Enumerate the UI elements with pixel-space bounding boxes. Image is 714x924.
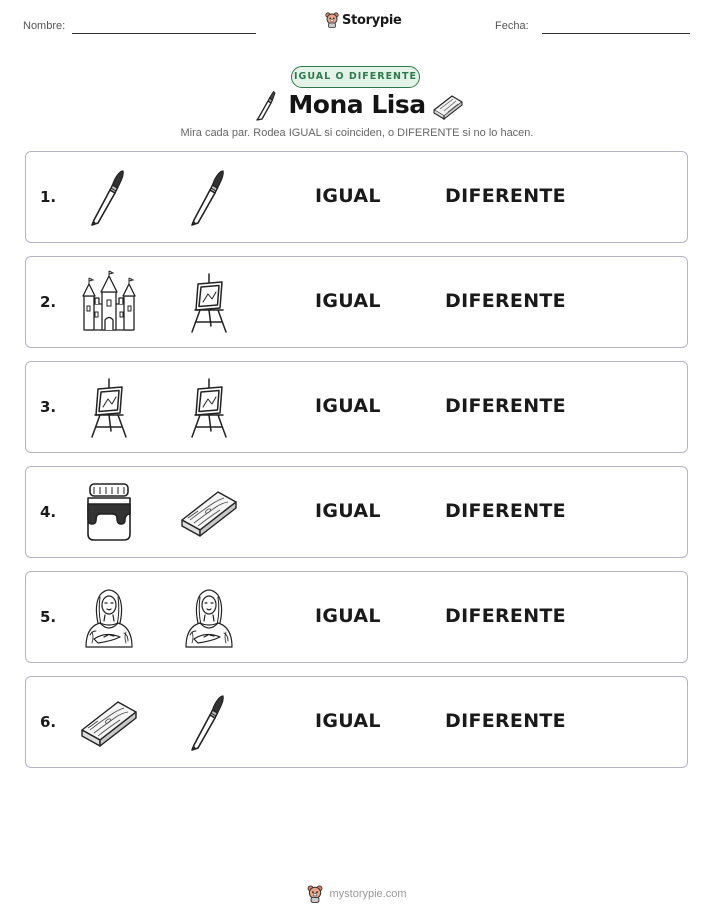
- igual-option[interactable]: IGUAL: [315, 710, 381, 732]
- row-number: 6.: [40, 713, 57, 731]
- easel-icon: [178, 270, 240, 334]
- question-row-6: [25, 676, 688, 768]
- name-label: Nombre:: [23, 20, 66, 32]
- mona-lisa-icon: [178, 585, 240, 649]
- name-line[interactable]: [72, 33, 256, 34]
- igual-option[interactable]: IGUAL: [315, 185, 381, 207]
- wooden-board-icon: [178, 480, 240, 544]
- igual-option[interactable]: IGUAL: [315, 605, 381, 627]
- diferente-option[interactable]: DIFERENTE: [445, 710, 566, 732]
- diferente-option[interactable]: DIFERENTE: [445, 185, 566, 207]
- date-line[interactable]: [542, 33, 690, 34]
- row-number: 3.: [40, 398, 57, 416]
- bear-logo-icon: [307, 885, 323, 903]
- easel-icon: [78, 375, 140, 439]
- paintbrush-icon: [178, 690, 240, 754]
- row-number: 4.: [40, 503, 57, 521]
- question-row-3: [25, 361, 688, 453]
- question-row-2: [25, 256, 688, 348]
- storypie-logo: [325, 12, 402, 28]
- wooden-board-icon: [432, 94, 464, 120]
- diferente-option[interactable]: DIFERENTE: [445, 395, 566, 417]
- logo-text: Storypie: [342, 12, 402, 28]
- wooden-board-icon: [78, 690, 140, 754]
- igual-option[interactable]: IGUAL: [315, 290, 381, 312]
- question-row-4: [25, 466, 688, 558]
- question-row-1: [25, 151, 688, 243]
- date-label: Fecha:: [495, 20, 529, 32]
- igual-option[interactable]: IGUAL: [315, 395, 381, 417]
- paintbrush-icon: [178, 165, 240, 229]
- question-row-5: [25, 571, 688, 663]
- activity-badge: IGUAL O DIFERENTE: [291, 66, 420, 88]
- paintbrush-icon: [78, 165, 140, 229]
- castle-icon: [78, 270, 140, 334]
- instructions-text: Mira cada par. Rodea IGUAL si coinciden, o DIFERENTE si no lo hacen.: [180, 127, 534, 139]
- mona-lisa-icon: [78, 585, 140, 649]
- row-number: 1.: [40, 188, 57, 206]
- bear-logo-icon: [325, 12, 339, 28]
- igual-option[interactable]: IGUAL: [315, 500, 381, 522]
- diferente-option[interactable]: DIFERENTE: [445, 290, 566, 312]
- page-title: Mona Lisa: [288, 90, 426, 119]
- paint-jar-icon: [78, 480, 140, 544]
- diferente-option[interactable]: DIFERENTE: [445, 605, 566, 627]
- footer: [0, 885, 714, 903]
- row-number: 2.: [40, 293, 57, 311]
- footer-site: mystorypie.com: [329, 888, 407, 900]
- easel-icon: [178, 375, 240, 439]
- row-number: 5.: [40, 608, 57, 626]
- diferente-option[interactable]: DIFERENTE: [445, 500, 566, 522]
